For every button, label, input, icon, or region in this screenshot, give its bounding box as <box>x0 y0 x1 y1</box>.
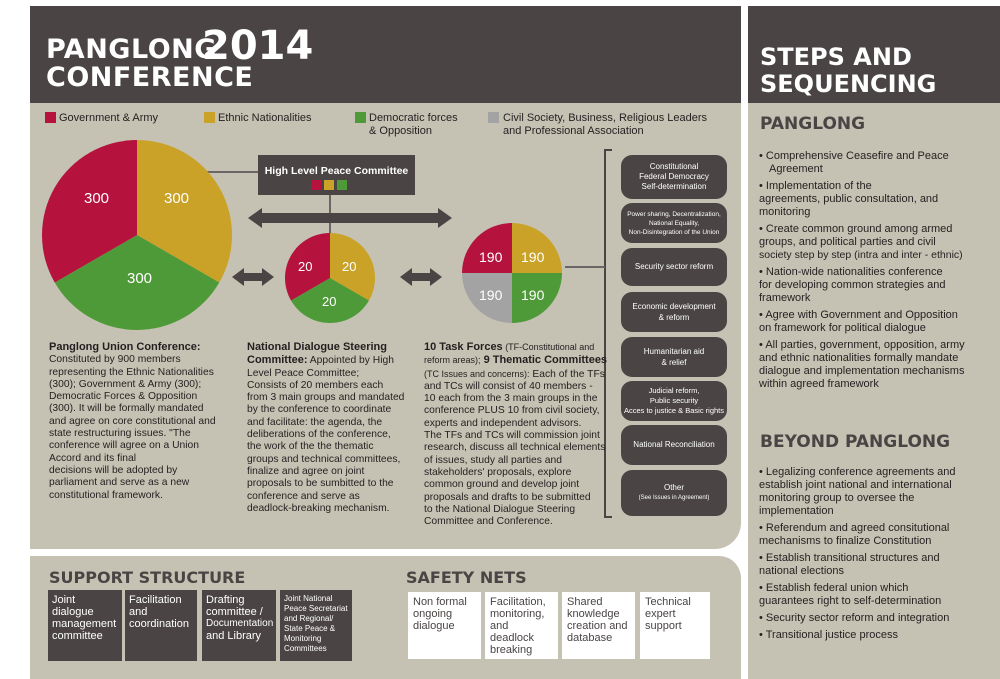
pie-union <box>42 140 232 330</box>
hlpc-swatch-red <box>311 180 321 190</box>
task-heading1: 10 Task Forces (TF-Constitutional and <box>424 341 595 353</box>
panglong-item: • Create common ground among armed groups, and political parties and civil society step by step (intra and inter - ethnic) <box>759 223 963 261</box>
safety-heading: SAFETY NETS <box>406 568 527 587</box>
task-line: stakeholders' proposals, explore <box>424 466 572 478</box>
safety-box-facilitation: Facilitation, monitoring, and deadlock breaking <box>485 592 558 659</box>
task-force-humanitarian: Humanitarian aid & relief <box>621 337 727 377</box>
steering-line: conference and serve as <box>247 490 360 502</box>
pie-steering-label-dem: 20 <box>322 294 337 309</box>
steering-line: and facilitate: the agenda, the <box>247 416 383 428</box>
steering-line: proposals to be sumbitted to the <box>247 478 394 490</box>
steps-title-line2: SEQUENCING <box>760 70 937 98</box>
legend-civil-line1: Civil Society, Business, Religious Leaders <box>503 112 707 124</box>
task-force-constitutional: Constitutional Federal Democracy Self-determination <box>621 155 727 199</box>
union-line: representing the Ethnic Nationalities <box>49 366 214 378</box>
union-line: state restructuring issues. "The <box>49 428 191 440</box>
pie-union-label-ethnic: 300 <box>164 190 190 207</box>
steering-heading2: Committee: Appointed by High <box>247 354 394 367</box>
steering-line: finalize and agree on joint <box>247 465 365 477</box>
union-line: (300); Government & Army (300); <box>49 378 202 390</box>
support-box-joint-dialogue: Joint dialogue management committee <box>48 590 122 661</box>
task-line: 10 each from the 3 main groups in the <box>424 393 598 405</box>
legend-government: Government & Army <box>59 112 159 124</box>
hlpc-label: High Level Peace Committee <box>264 165 409 177</box>
beyond-item: • Security sector reform and integration <box>759 612 950 624</box>
beyond-item: • Transitional justice process <box>759 629 898 641</box>
support-box-drafting: Drafting committee / Documentation and Library <box>202 590 276 661</box>
pie-task-label-dem: 190 <box>521 287 545 303</box>
union-line: and agree on core constitutional and <box>49 415 216 427</box>
beyond-item: • Referendum and agreed consitutional mechanisms to finalize Constitution <box>759 522 950 547</box>
pie-steering-label-ethnic: 20 <box>342 259 357 274</box>
safety-box-technical: Technical expert support <box>640 592 710 659</box>
steering-line: Level Peace Committee; <box>247 367 360 379</box>
beyond-item: • Establish transitional structures and national elections <box>759 552 940 577</box>
legend-democratic-line1: Democratic forces <box>369 112 458 124</box>
beyond-list <box>759 466 995 642</box>
pie-task-label-civil: 190 <box>479 287 503 303</box>
panglong-item: • All parties, government, opposition, army and ethnic nationalities formally mandate dialogue and implementation mechanisms within agreed framework <box>759 339 965 390</box>
hlpc-swatch-green <box>337 180 347 190</box>
task-force-security: Security sector reform <box>621 248 727 286</box>
pie-steering <box>285 233 375 323</box>
task-force-power-sharing: Power sharing, Decentralization, National Equality, Non-Disintegration of the Union <box>621 203 727 243</box>
pie-task-label-ethnic: 190 <box>521 249 545 265</box>
union-description <box>49 341 234 502</box>
pie-task-slice-3 <box>462 223 512 273</box>
safety-box-non-formal: Non formal ongoing dialogue <box>408 592 481 659</box>
pie-task <box>462 223 562 323</box>
title-line1: PANGLONG <box>46 34 217 65</box>
task-line: research, discuss all technical elements <box>424 442 606 454</box>
panglong-list <box>759 150 995 391</box>
support-box-facilitation: Facilitation and coordination <box>125 590 197 661</box>
steering-line: from 3 main groups and mandated <box>247 392 405 404</box>
steering-line: Consists of 20 members each <box>247 379 384 391</box>
pie-union-label-dem: 300 <box>127 270 153 287</box>
pie-task-label-gov: 190 <box>479 249 503 265</box>
legend-ethnic: Ethnic Nationalities <box>218 112 312 124</box>
union-line: Democratic Forces & Opposition <box>49 391 198 403</box>
panglong-heading: PANGLONG <box>760 114 866 134</box>
steps-title-line1: STEPS AND <box>760 43 912 71</box>
task-line: and TCs will consist of 40 members - <box>424 380 593 392</box>
union-line: parliament and serve as a new <box>49 477 190 489</box>
legend-civil-line2: and Professional Association <box>503 125 644 137</box>
pie-steering-label-gov: 20 <box>298 259 313 274</box>
steering-line: groups and technical committees, <box>247 453 401 465</box>
task-force-judicial: Judicial reform, Public security Acces to justice & Basic rights <box>621 381 727 421</box>
task-force-economic: Economic development & reform <box>621 292 727 332</box>
union-line: constitutional framework. <box>49 489 163 501</box>
double-arrow-top <box>248 208 452 228</box>
task-line: Committee and Conference. <box>424 516 553 528</box>
task-line: conference PLUS 10 from civil society, <box>424 405 600 417</box>
task-force-reconciliation: National Reconciliation <box>621 425 727 465</box>
task-line: of issues, study all parties and <box>424 454 562 466</box>
pie-task-slice-0 <box>512 223 562 273</box>
task-line: common ground and develop joint <box>424 479 580 491</box>
support-box-secretariat: Joint National Peace Secretariat and Regional/ State Peace & Monitoring Committees <box>280 590 352 661</box>
panglong-item: • Nation-wide nationalities conference for developing common strategies and framework <box>759 266 946 304</box>
beyond-item: • Establish federal union which guarantees right to self-determination <box>759 582 942 607</box>
union-heading: Panglong Union Conference: <box>49 341 201 353</box>
panglong-item: • Agree with Government and Opposition on framework for political dialogue <box>759 309 958 334</box>
task-line: The TFs and TCs will commission joint <box>424 430 600 442</box>
double-arrow-left <box>232 268 274 286</box>
task-description <box>424 341 614 528</box>
steering-line: the work of the the thematic <box>247 441 374 453</box>
legend-democratic-line2: & Opposition <box>369 125 432 137</box>
task-heading3: (TC Issues and concerns): Each of the TFs <box>424 368 605 380</box>
panglong-item: • Comprehensive Ceasefire and Peace Agreement <box>759 150 949 175</box>
steering-line: deliberations of the conference, <box>247 429 391 441</box>
double-arrow-right <box>400 268 442 286</box>
steering-description <box>247 341 417 515</box>
task-line: proposals and drafts to be submitted <box>424 491 591 503</box>
title-year: 2014 <box>202 23 314 69</box>
task-line: to the National Dialogue Steering <box>424 503 576 515</box>
beyond-item: • Legalizing conference agreements and establish joint national and international monitoring group to oversee the implementation <box>759 466 956 517</box>
support-heading: SUPPORT STRUCTURE <box>49 568 246 587</box>
union-line: Accord and its final <box>49 452 136 464</box>
union-line: decisions will be adopted by <box>49 464 178 476</box>
title-line2: CONFERENCE <box>46 62 254 93</box>
union-line: (300). It will be formally mandated <box>49 403 204 415</box>
union-line: conference will agree on a Union <box>49 440 199 452</box>
task-heading2: reform areas); 9 Thematic Committees <box>424 354 608 367</box>
task-line: experts and independent advisors. <box>424 417 582 429</box>
task-force-other: Other (See Issues in Agreement) <box>621 470 727 516</box>
steering-line: deadlock-breaking mechanism. <box>247 502 390 514</box>
steering-heading1: National Dialogue Steering <box>247 341 387 353</box>
hlpc-swatch-yellow <box>324 180 334 190</box>
steering-line: by the conference to coordinate <box>247 404 392 416</box>
panglong-item: • Implementation of the agreements, public consultation, and monitoring <box>759 180 939 218</box>
union-line: Constituted by 900 members <box>49 354 181 366</box>
safety-box-knowledge: Shared knowledge creation and database <box>562 592 635 659</box>
beyond-heading: BEYOND PANGLONG <box>760 432 951 452</box>
pie-union-label-gov: 300 <box>84 190 110 207</box>
hlpc-box <box>258 155 415 195</box>
